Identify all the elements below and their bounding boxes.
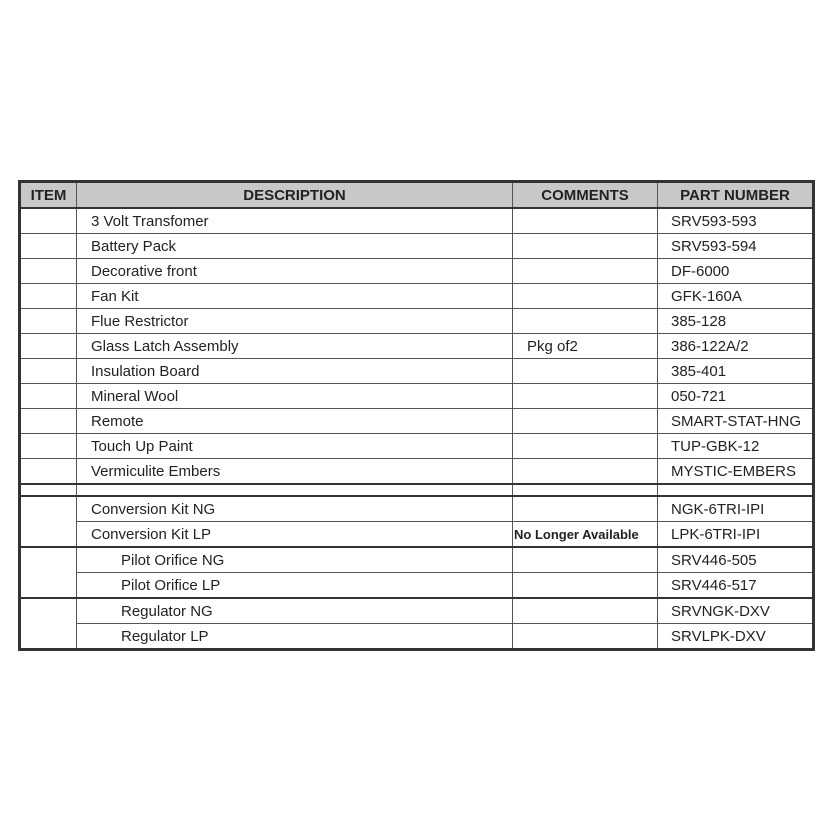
description-cell: Pilot Orifice NG	[77, 547, 513, 573]
part-number-cell: 050-721	[658, 384, 814, 409]
description-cell: Remote	[77, 409, 513, 434]
part-number-cell: 386-122A/2	[658, 334, 814, 359]
part-number-cell: LPK-6TRI-IPI	[658, 522, 814, 548]
part-number-cell: SRV446-505	[658, 547, 814, 573]
part-number-cell: SRVLPK-DXV	[658, 624, 814, 650]
description-cell: 3 Volt Transfomer	[77, 208, 513, 234]
part-number-cell: SRV593-593	[658, 208, 814, 234]
description-cell: Insulation Board	[77, 359, 513, 384]
part-number-cell: TUP-GBK-12	[658, 434, 814, 459]
item-cell	[20, 434, 77, 459]
item-cell	[20, 208, 77, 234]
parts-table	[18, 180, 815, 651]
part-number-cell: 385-128	[658, 309, 814, 334]
part-number-cell	[658, 484, 814, 496]
header-comments: COMMENTS	[513, 182, 658, 209]
description-cell: Fan Kit	[77, 284, 513, 309]
header-description: DESCRIPTION	[77, 182, 513, 209]
description-cell: Flue Restrictor	[77, 309, 513, 334]
comments-cell	[513, 359, 658, 384]
table-row	[20, 459, 814, 485]
part-number-cell: SRV446-517	[658, 573, 814, 599]
table-row	[20, 522, 814, 548]
comments-cell: No Longer Available	[513, 522, 658, 548]
part-number-cell: GFK-160A	[658, 284, 814, 309]
comments-cell	[513, 208, 658, 234]
comments-cell	[513, 624, 658, 650]
description-cell: Glass Latch Assembly	[77, 334, 513, 359]
table-row	[20, 434, 814, 459]
item-cell	[20, 234, 77, 259]
part-number-cell: 385-401	[658, 359, 814, 384]
spacer-row	[20, 484, 814, 496]
table-row	[20, 496, 814, 522]
part-number-cell: MYSTIC-EMBERS	[658, 459, 814, 485]
item-cell	[20, 409, 77, 434]
item-cell	[20, 309, 77, 334]
description-cell: Conversion Kit NG	[77, 496, 513, 522]
table-row	[20, 334, 814, 359]
description-cell: Conversion Kit LP	[77, 522, 513, 548]
table-row	[20, 547, 814, 573]
item-cell	[20, 484, 77, 496]
header-item: ITEM	[20, 182, 77, 209]
table-row	[20, 573, 814, 599]
description-cell: Pilot Orifice LP	[77, 573, 513, 599]
part-number-cell: SMART-STAT-HNG	[658, 409, 814, 434]
comments-cell	[513, 459, 658, 485]
comments-cell: Pkg of2	[513, 334, 658, 359]
description-cell	[77, 484, 513, 496]
item-cell	[20, 384, 77, 409]
item-cell	[20, 598, 77, 650]
table-row	[20, 409, 814, 434]
comments-cell	[513, 384, 658, 409]
description-cell: Vermiculite Embers	[77, 459, 513, 485]
comments-cell	[513, 484, 658, 496]
table-row	[20, 208, 814, 234]
header-row	[20, 182, 814, 209]
table-row	[20, 624, 814, 650]
item-cell	[20, 459, 77, 485]
item-cell	[20, 334, 77, 359]
part-number-cell: SRV593-594	[658, 234, 814, 259]
comments-cell	[513, 496, 658, 522]
description-cell: Decorative front	[77, 259, 513, 284]
table-row	[20, 384, 814, 409]
description-cell: Regulator NG	[77, 598, 513, 624]
comments-cell	[513, 547, 658, 573]
description-cell: Regulator LP	[77, 624, 513, 650]
description-cell: Touch Up Paint	[77, 434, 513, 459]
item-cell	[20, 496, 77, 547]
comments-cell	[513, 309, 658, 334]
table-row	[20, 309, 814, 334]
comments-cell	[513, 409, 658, 434]
table-row	[20, 234, 814, 259]
item-cell	[20, 284, 77, 309]
item-cell	[20, 547, 77, 598]
comments-cell	[513, 598, 658, 624]
description-cell: Battery Pack	[77, 234, 513, 259]
item-cell	[20, 259, 77, 284]
table-row	[20, 359, 814, 384]
comments-cell	[513, 259, 658, 284]
part-number-cell: SRVNGK-DXV	[658, 598, 814, 624]
comments-cell	[513, 284, 658, 309]
description-cell: Mineral Wool	[77, 384, 513, 409]
part-number-cell: NGK-6TRI-IPI	[658, 496, 814, 522]
comments-cell	[513, 434, 658, 459]
header-part-number: PART NUMBER	[658, 182, 814, 209]
comments-cell	[513, 573, 658, 599]
table-row	[20, 284, 814, 309]
part-number-cell: DF-6000	[658, 259, 814, 284]
comments-cell	[513, 234, 658, 259]
item-cell	[20, 359, 77, 384]
table-row	[20, 598, 814, 624]
table-row	[20, 259, 814, 284]
